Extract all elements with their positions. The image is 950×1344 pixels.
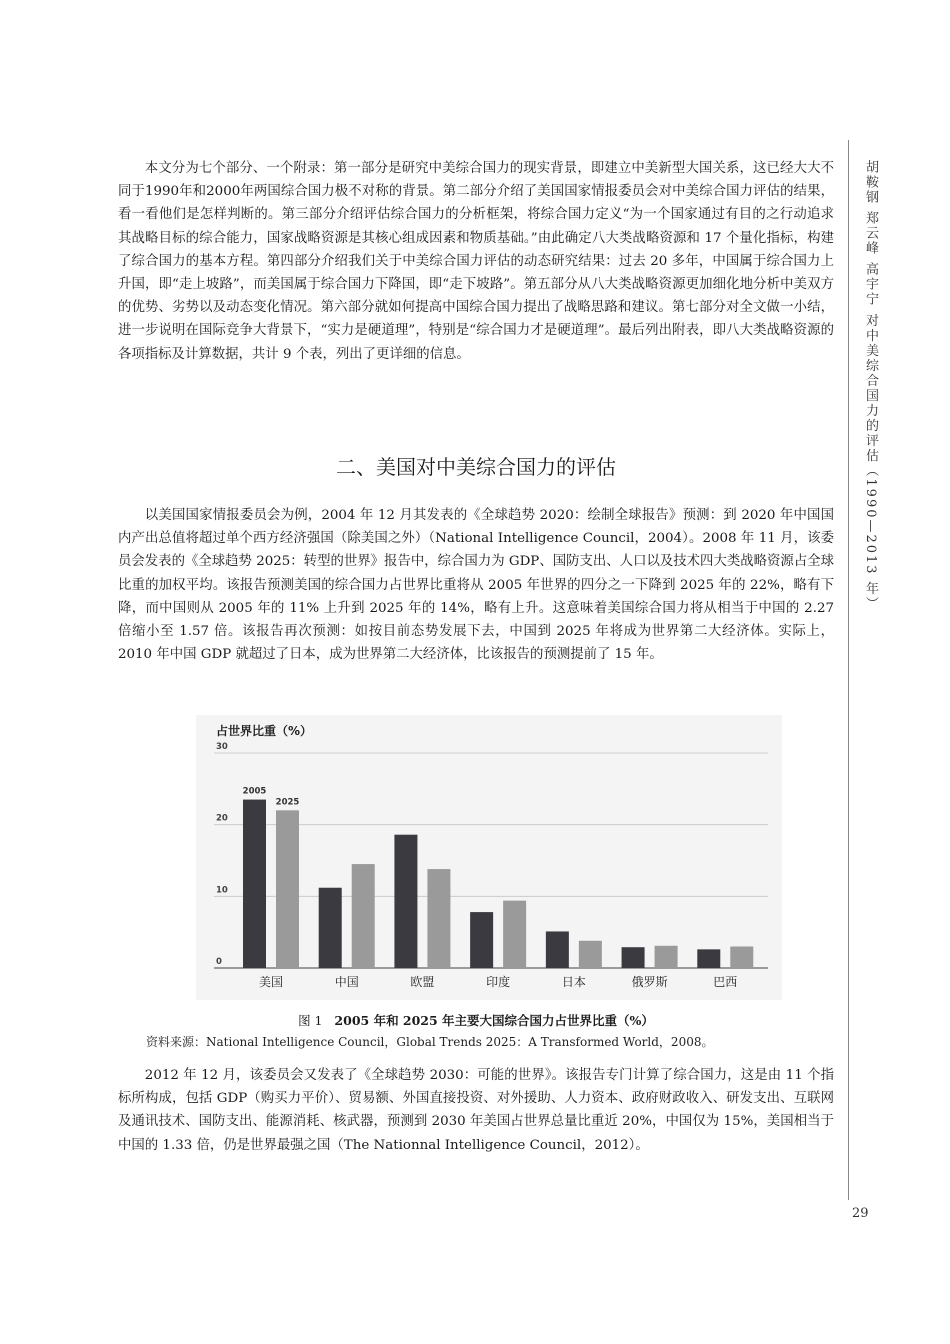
bar-2025-1 (352, 864, 375, 968)
bar-chart (196, 715, 782, 1000)
bar-2025-3 (503, 901, 526, 968)
category-label: 日本 (561, 975, 586, 989)
bar-2005-0 (243, 800, 266, 968)
bar-2025-5 (655, 946, 678, 968)
bar-2005-1 (319, 888, 342, 968)
bar-2025-2 (427, 869, 450, 968)
bar-2005-5 (622, 947, 645, 968)
figure-title: 2005 年和 2025 年主要大国综合国力占世界比重（%） (334, 1013, 654, 1028)
bar-2005-2 (394, 835, 417, 968)
page-number: 29 (852, 1206, 869, 1221)
intro-paragraph: 本文分为七个部分、一个附录：第一部分是研究中美综合国力的现实背景，即建立中美新型大国关系，这已经大大不同于1990年和2000年两国综合国力极不对称的背景。第二部分介绍了美国国家情报委员会对中美综合国力评估的结果，看一看他们是怎样判断的。第三部分介绍评估综合国力的分析框架，将综合国力定义“为一个国家通过有目的之行动追求其战略目标的综合能力，国家战略资源是其核心组成因素和物质基础。”由此确定八大类战略资源和 17 个量化指标，构建了综合国力的基本方程。第四部分介绍我们关于中美综合国力评估的动态研究结果：过去 20 多年，中国属于综合国力上升国，即“走上坡路”，而美国属于综合国力下降国，即“走下坡路”。第五部分从八大类战略资源更加细化地分析中美双方的优势、劣势以及动态变化情况。第六部分就如何提高中国综合国力提出了战略思路和建议。第七部分对全文做一小结，进一步说明在国际竞争大背景下，“实力是硬道理”，特别是“综合国力才是硬道理”。最后列出附表，即八大类战略资源的各项指标及计算数据，共计 9 个表，列出了更详细的信息。 (118, 161, 834, 362)
nic-paragraph: 以美国国家情报委员会为例，2004 年 12 月其发表的《全球趋势 2020：绘制全球报告》预测：到 2020 年中国国内产出总值将超过单个西方经济强国（除美国之外）（National Intelligence Council，2004）。2008 年 11 月，该委员会发表的《全球趋势 2025：转型的世界》报告中，综合国力为 GDP、国防支出、人口以及技术四大类战略资源占全球比重的加权平均。该报告预测美国的综合国力占世界比重将从 2005 年世界的四分之一下降到 2025 年的 22%，略有下降，而中国则从 2005 年的 11% 上升到 2025 年的 14%，略有上升。这意味着美国综合国力将从相当于中国的 2.27 倍缩小至 1.57 倍。该报告再次预测：如按目前态势发展下去，中国到 2025 年将成为世界第二大经济体。实际上，2010 年中国 GDP 就超过了日本，成为世界第二大经济体，比该报告的预测提前了 15 年。 (118, 508, 834, 663)
bar-2005-4 (546, 931, 569, 968)
bar-2005-6 (697, 949, 720, 968)
bar-2025-4 (579, 941, 602, 968)
figure-label: 图 1 (298, 1013, 323, 1028)
bar-2005-3 (470, 912, 493, 968)
figure-caption (118, 1013, 834, 1029)
y-axis-label: 占世界比重（%） (216, 724, 313, 738)
y-tick-label: 20 (216, 813, 228, 824)
category-label: 巴西 (713, 975, 738, 989)
y-tick-label: 10 (216, 885, 228, 896)
running-header: 胡鞍钢 郑云峰 高宇宁 对中美综合国力的评估（1990—2013 年） (863, 160, 878, 612)
bar-2025-0 (276, 810, 299, 968)
y-tick-label: 30 (216, 742, 228, 752)
series-label: 2005 (242, 786, 267, 797)
figure-source: 资料来源：National Intelligence Council，Global Trends 2025：A Transformed World，2008。 (146, 1035, 714, 1049)
category-label: 中国 (334, 975, 359, 989)
category-label: 欧盟 (410, 975, 435, 989)
section-heading: 二、美国对中美综合国力的评估 (336, 455, 616, 479)
category-label: 俄罗斯 (631, 975, 668, 989)
category-label: 印度 (486, 975, 511, 989)
bar-2025-6 (730, 947, 753, 969)
series-label: 2025 (275, 797, 300, 808)
report2030-paragraph: 2012 年 12 月，该委员会又发表了《全球趋势 2030：可能的世界》。该报告专门计算了综合国力，这是由 11 个指标所构成，包括 GDP（购买力平价）、贸易额、外国直接投资、对外援助、人力资本、政府财政收入、研发支出、互联网及通讯技术、国防支出、能源消耗、核武器，预测到 2030 年美国占世界总量比重近 20%，中国仅为 15%，美国相当于中国的 1.33 倍，仍是世界最强之国（The Nationnal Intelligence Council，2012）。 (118, 1068, 834, 1153)
y-tick-label: 0 (216, 957, 222, 967)
category-label: 美国 (258, 975, 284, 989)
sidebar-rule (848, 140, 849, 1200)
